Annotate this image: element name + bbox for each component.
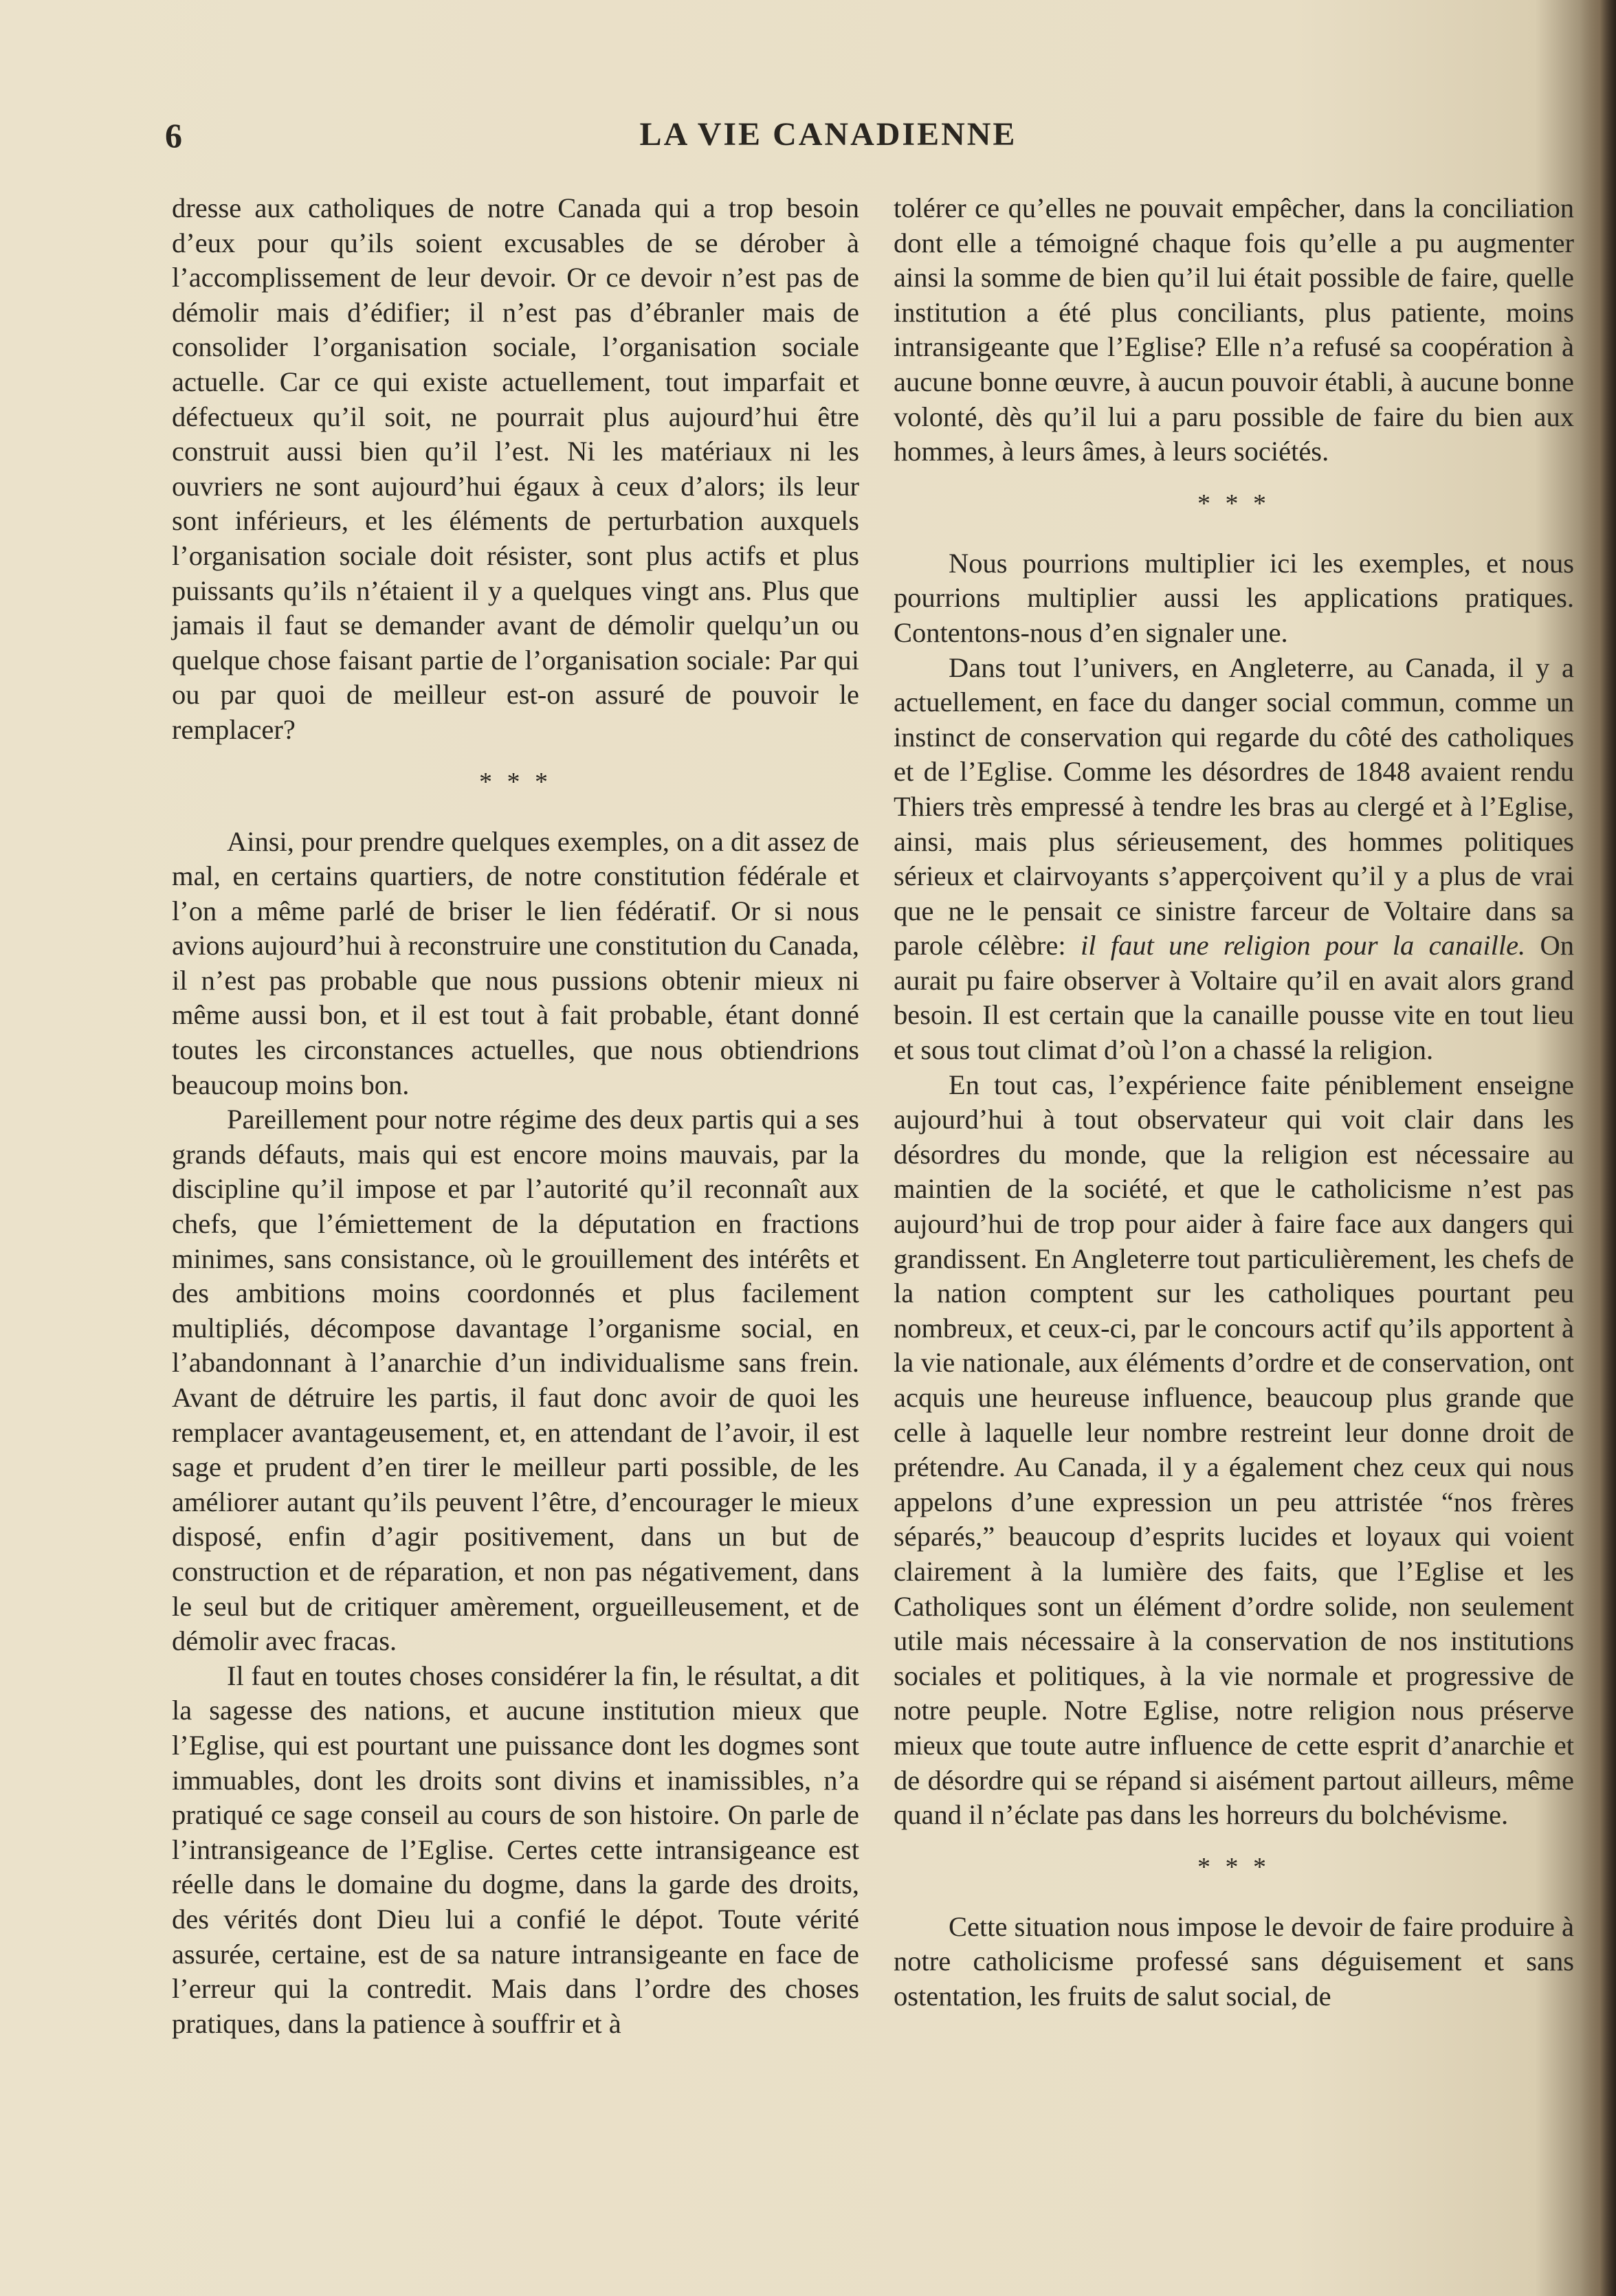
page-header <box>165 115 1492 164</box>
paragraph: Cette situation nous impose le devoir de faire produire à notre catholicisme professé sans déguisement et sans ostentation, les fruits de salut social, de <box>894 1910 1574 2011</box>
section-separator: * * * <box>1197 1852 1270 1882</box>
section-separator: * * * <box>1197 489 1270 518</box>
left-column <box>172 191 859 2041</box>
running-title: LA VIE CANADIENNE <box>639 116 1017 153</box>
paragraph: Ainsi, pour prendre quelques exemples, on a dit assez de mal, en certains quartiers, de notre constitution fédérale et l’on a même parlé de briser le lien fédératif. Or si nous avions aujourd’hui à reconstruire une constitution du Canada, il n’est pas probable que nous pussions obtenir mieux ni même aussi bon, et il est tout à fait probable, étant donné toutes les circonstances actuelles, que nous obtiendrions beaucoup moins bon. <box>172 825 859 1100</box>
page-number: 6 <box>165 116 182 155</box>
paragraph: Pareillement pour notre régime des deux partis qui a ses grands défauts, mais qui est encore moins mauvais, par la discipline qu’il impose et par l’autorité qu’il reconnaît aux chefs, que l’émiettement de la députation en fractions minimes, sans consistance, où le grouillement des intérêts et des ambitions moins coordonnés et plus facilement multipliés, décompose davantage l’organisme social, en l’abandonnant à l’anarchie d’un individualisme sans frein. Avant de détruire les partis, il faut donc avoir de quoi les remplacer avantageusement, et, en attendant de l’avoir, il est sage et prudent d’en tirer le meilleur parti possible, de les améliorer autant qu’ils peuvent l’être, d’encourager le mieux disposé, enfin d’agir positivement, dans un but de construction et de réparation, et non pas négativement, dans le seul but de critiquer amèrement, orgueilleusement, et de démolir avec fracas. <box>172 1104 859 1657</box>
paragraph: Il faut en toutes choses considérer la fin, le résultat, a dit la sagesse des nations, et aucune institution mieux que l’Eglise, qui est pourtant une puissance dont les dogmes sont immuables, dont les droits sont divins et inamissibles, n’a pratiqué ce sage conseil au cours de son histoire. On parle de l’intransigeance de l’Eglise. Certes cette intransigeance est réelle dans le domaine du dogme, dans la garde des droits, des vérités dont Dieu lui a confié le dépot. Toute vérité assurée, certaine, est de sa nature intransigeante en face de l’erreur qui la contredit. Mais dans l’ordre des choses pratiques, dans la patience à souffrir et à <box>172 1660 859 2039</box>
paragraph: dresse aux catholiques de notre Canada qui a trop besoin d’eux pour qu’ils soient excusables de se dérober à l’accomplissement de leur devoir. Or ce devoir n’est pas de démolir mais d’édifier; il n’est pas d’ébranler mais de consolider l’organisation sociale, l’organisation sociale actuelle. Car ce qui existe actuellement, tout imparfait et défectueux qu’il soit, ne pourrait plus aujourd’hui être construit aussi bien qu’il l’est. Ni les matériaux ni les ouvriers ne sont aujourd’hui égaux à ceux d’alors; ils leur sont inférieurs, et les éléments de perturbation auxquels l’organisation sociale doit résister, sont plus actifs et plus puissants qu’ils n’étaient il y a quelques vingt ans. Plus que jamais il faut se demander avant de démolir quelqu’un ou quelque chose faisant partie de l’organisation sociale: Par qui ou par quoi de meilleur est-on assuré de pouvoir le remplacer? <box>172 192 859 745</box>
paragraph-text: On aurait pu faire observer à Voltaire qu’il en avait alors grand besoin. Il est certain que la canaille pousse vite en tout lieu et sous tout climat d’où l’on a chassé la religion. <box>894 930 1574 1066</box>
paragraph: tolérer ce qu’elles ne pouvait empêcher, dans la conciliation dont elle a témoigné chaque fois qu’elle a pu augmenter ainsi la somme de bien qu’il lui était possible de faire, quelle institution a été plus conciliants, plus patiente, moins intransigeante que l’Eglise? Elle n’a refusé sa coopération à aucune bonne œuvre, à aucun pouvoir établi, à aucune bonne volonté, dès qu’il lui a paru possible de faire du bien aux hommes, à leurs âmes, à leurs sociétés. <box>894 192 1574 467</box>
paragraph: Nous pourrions multiplier ici les exemples, et nous pourrions multiplier aussi les applications pratiques. Contentons-nous d’en signaler une. <box>894 547 1574 648</box>
italic-quote: il faut une religion pour la canaille. <box>1080 930 1526 961</box>
book-spine-shadow <box>1580 0 1616 2296</box>
paragraph <box>894 651 1574 1068</box>
section-separator: * * * <box>479 767 552 796</box>
paragraph-text: Dans tout l’univers, en Angleterre, au Canada, il y a actuellement, en face du danger social commun, comme un instinct de conservation qui regarde du côté des catholiques et de l’Eglise. Comme les désordres de 1848 avaient rendu Thiers très empressé à tendre les bras au clergé et à l’Eglise, ainsi, mais plus sérieusement, des hommes politiques sérieux et clairvoyants s’apperçoivent qu’il y a plus de vrai que ne le pensait ce sinistre farceur de Voltaire dans sa parole célèbre: <box>894 651 1574 961</box>
right-column <box>894 191 1574 2014</box>
paragraph: En tout cas, l’expérience faite péniblement enseigne aujourd’hui à tout observateur qui voit clair dans les désordres du monde, que la religion est nécessaire au maintien de la société, et que le catholicisme n’est pas aujourd’hui de trop pour aider à faire face aux dangers qui grandissent. En Angleterre tout particulièrement, les chefs de la nation comptent sur les catholiques pourtant peu nombreux, et ceux-ci, par le concours actif qu’ils apportent à la vie nationale, aux éléments d’ordre et de conservation, ont acquis une heureuse influence, beaucoup plus grande que celle à laquelle leur nombre restreint leur donne droit de prétendre. Au Canada, il y a également chez ceux qui nous appelons d’une expression un peu attristée “nos frères séparés,” beaucoup d’esprits lucides et loyaux qui voient clairement à la lumière des faits, que l’Eglise et les Catholiques sont un élément d’ordre solide, non seulement utile mais nécessaire à la conservation de nos institutions sociales et politiques, à la vie normale et progressive de notre peuple. Notre Eglise, notre religion nous préserve mieux que toute autre influence de cette esprit d’anarchie et de désordre qui se répand si aisément partout ailleurs, même quand il n’éclate pas dans les horreurs du bolchévisme. <box>894 1069 1574 1831</box>
